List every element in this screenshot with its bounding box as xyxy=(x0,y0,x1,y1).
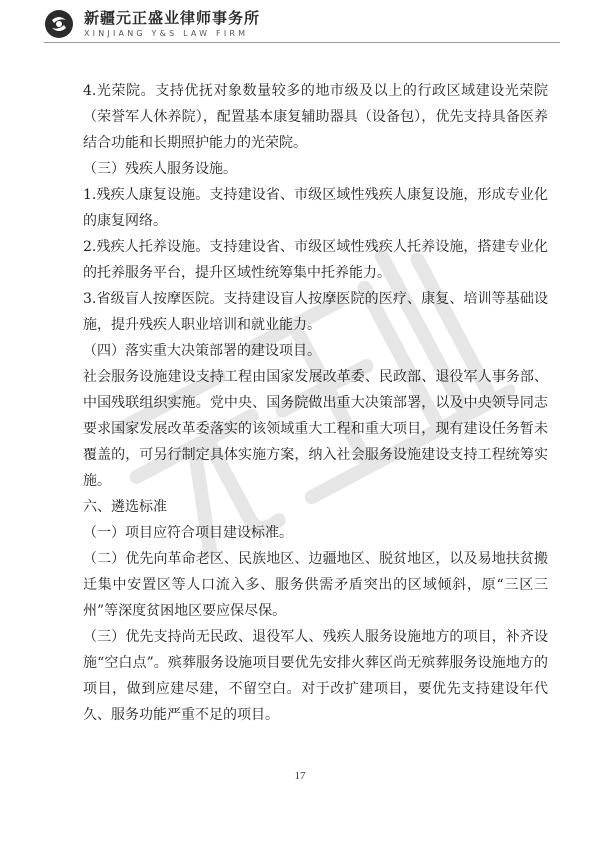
paragraph-criterion-3: （三）优先支持尚无民政、退役军人、残疾人服务设施地方的项目，补齐设施“空白点”。殡葬服务设施项目要优先安排火葬区尚无殡葬服务设施地方的项目，做到应建尽建，不留空白。对于改扩建项目，要优先支持建设年代久、服务功能严重不足的项目。 xyxy=(83,629,548,723)
firm-names xyxy=(84,8,261,38)
paragraph-honor-home: 4.光荣院。支持优抚对象数量较多的地市级及以上的行政区域建设光荣院（荣誉军人休养院），配置基本康复辅助器具（设备包），优先支持具备医养结合功能和长期照护能力的光荣院。 xyxy=(83,83,548,151)
document-body xyxy=(83,78,548,728)
heading-major-projects: （四）落实重大决策部署的建设项目。 xyxy=(83,343,321,359)
page-number: 17 xyxy=(294,770,306,782)
letterhead xyxy=(44,8,260,40)
firm-name-chinese: 新疆元正盛业律师事务所 xyxy=(84,8,261,27)
header-divider xyxy=(44,42,560,43)
heading-disabled-facilities: （三）残疾人服务设施。 xyxy=(83,161,237,177)
heading-selection-criteria: 六、遴选标准 xyxy=(83,499,167,515)
paragraph-care-facilities: 2.残疾人托养设施。支持建设省、市级区域性残疾人托养设施，搭建专业化的托养服务平台，提升区域性统筹集中托养能力。 xyxy=(83,239,548,281)
paragraph-massage-hospital: 3.省级盲人按摩医院。支持建设盲人按摩医院的医疗、康复、培训等基础设施，提升残疾人职业培训和就业能力。 xyxy=(83,291,548,333)
paragraph-rehab-facilities: 1.残疾人康复设施。支持建设省、市级区域性残疾人康复设施，形成专业化的康复网络。 xyxy=(83,187,548,229)
firm-name-english: XINJIANG Y&S LAW FIRM xyxy=(84,28,249,38)
paragraph-criterion-1: （一）项目应符合项目建设标准。 xyxy=(83,525,293,541)
paragraph-criterion-2: （二）优先向革命老区、民族地区、边疆地区、脱贫地区，以及易地扶贫搬迁集中安置区等人口流入多、服务供需矛盾突出的区域倾斜，原“三区三州”等深度贫困地区要应保尽保。 xyxy=(83,551,548,619)
firm-logo-icon xyxy=(44,9,74,39)
paragraph-implementation: 社会服务设施建设支持工程由国家发展改革委、民政部、退役军人事务部、中国残联组织实施。党中央、国务院做出重大决策部署，以及中央领导同志要求国家发展改革委落实的该领域重大工程和重大项目，现有建设任务暂未覆盖的，可另行制定具体实施方案，纳入社会服务设施建设支持工程统筹实施。 xyxy=(83,369,548,489)
